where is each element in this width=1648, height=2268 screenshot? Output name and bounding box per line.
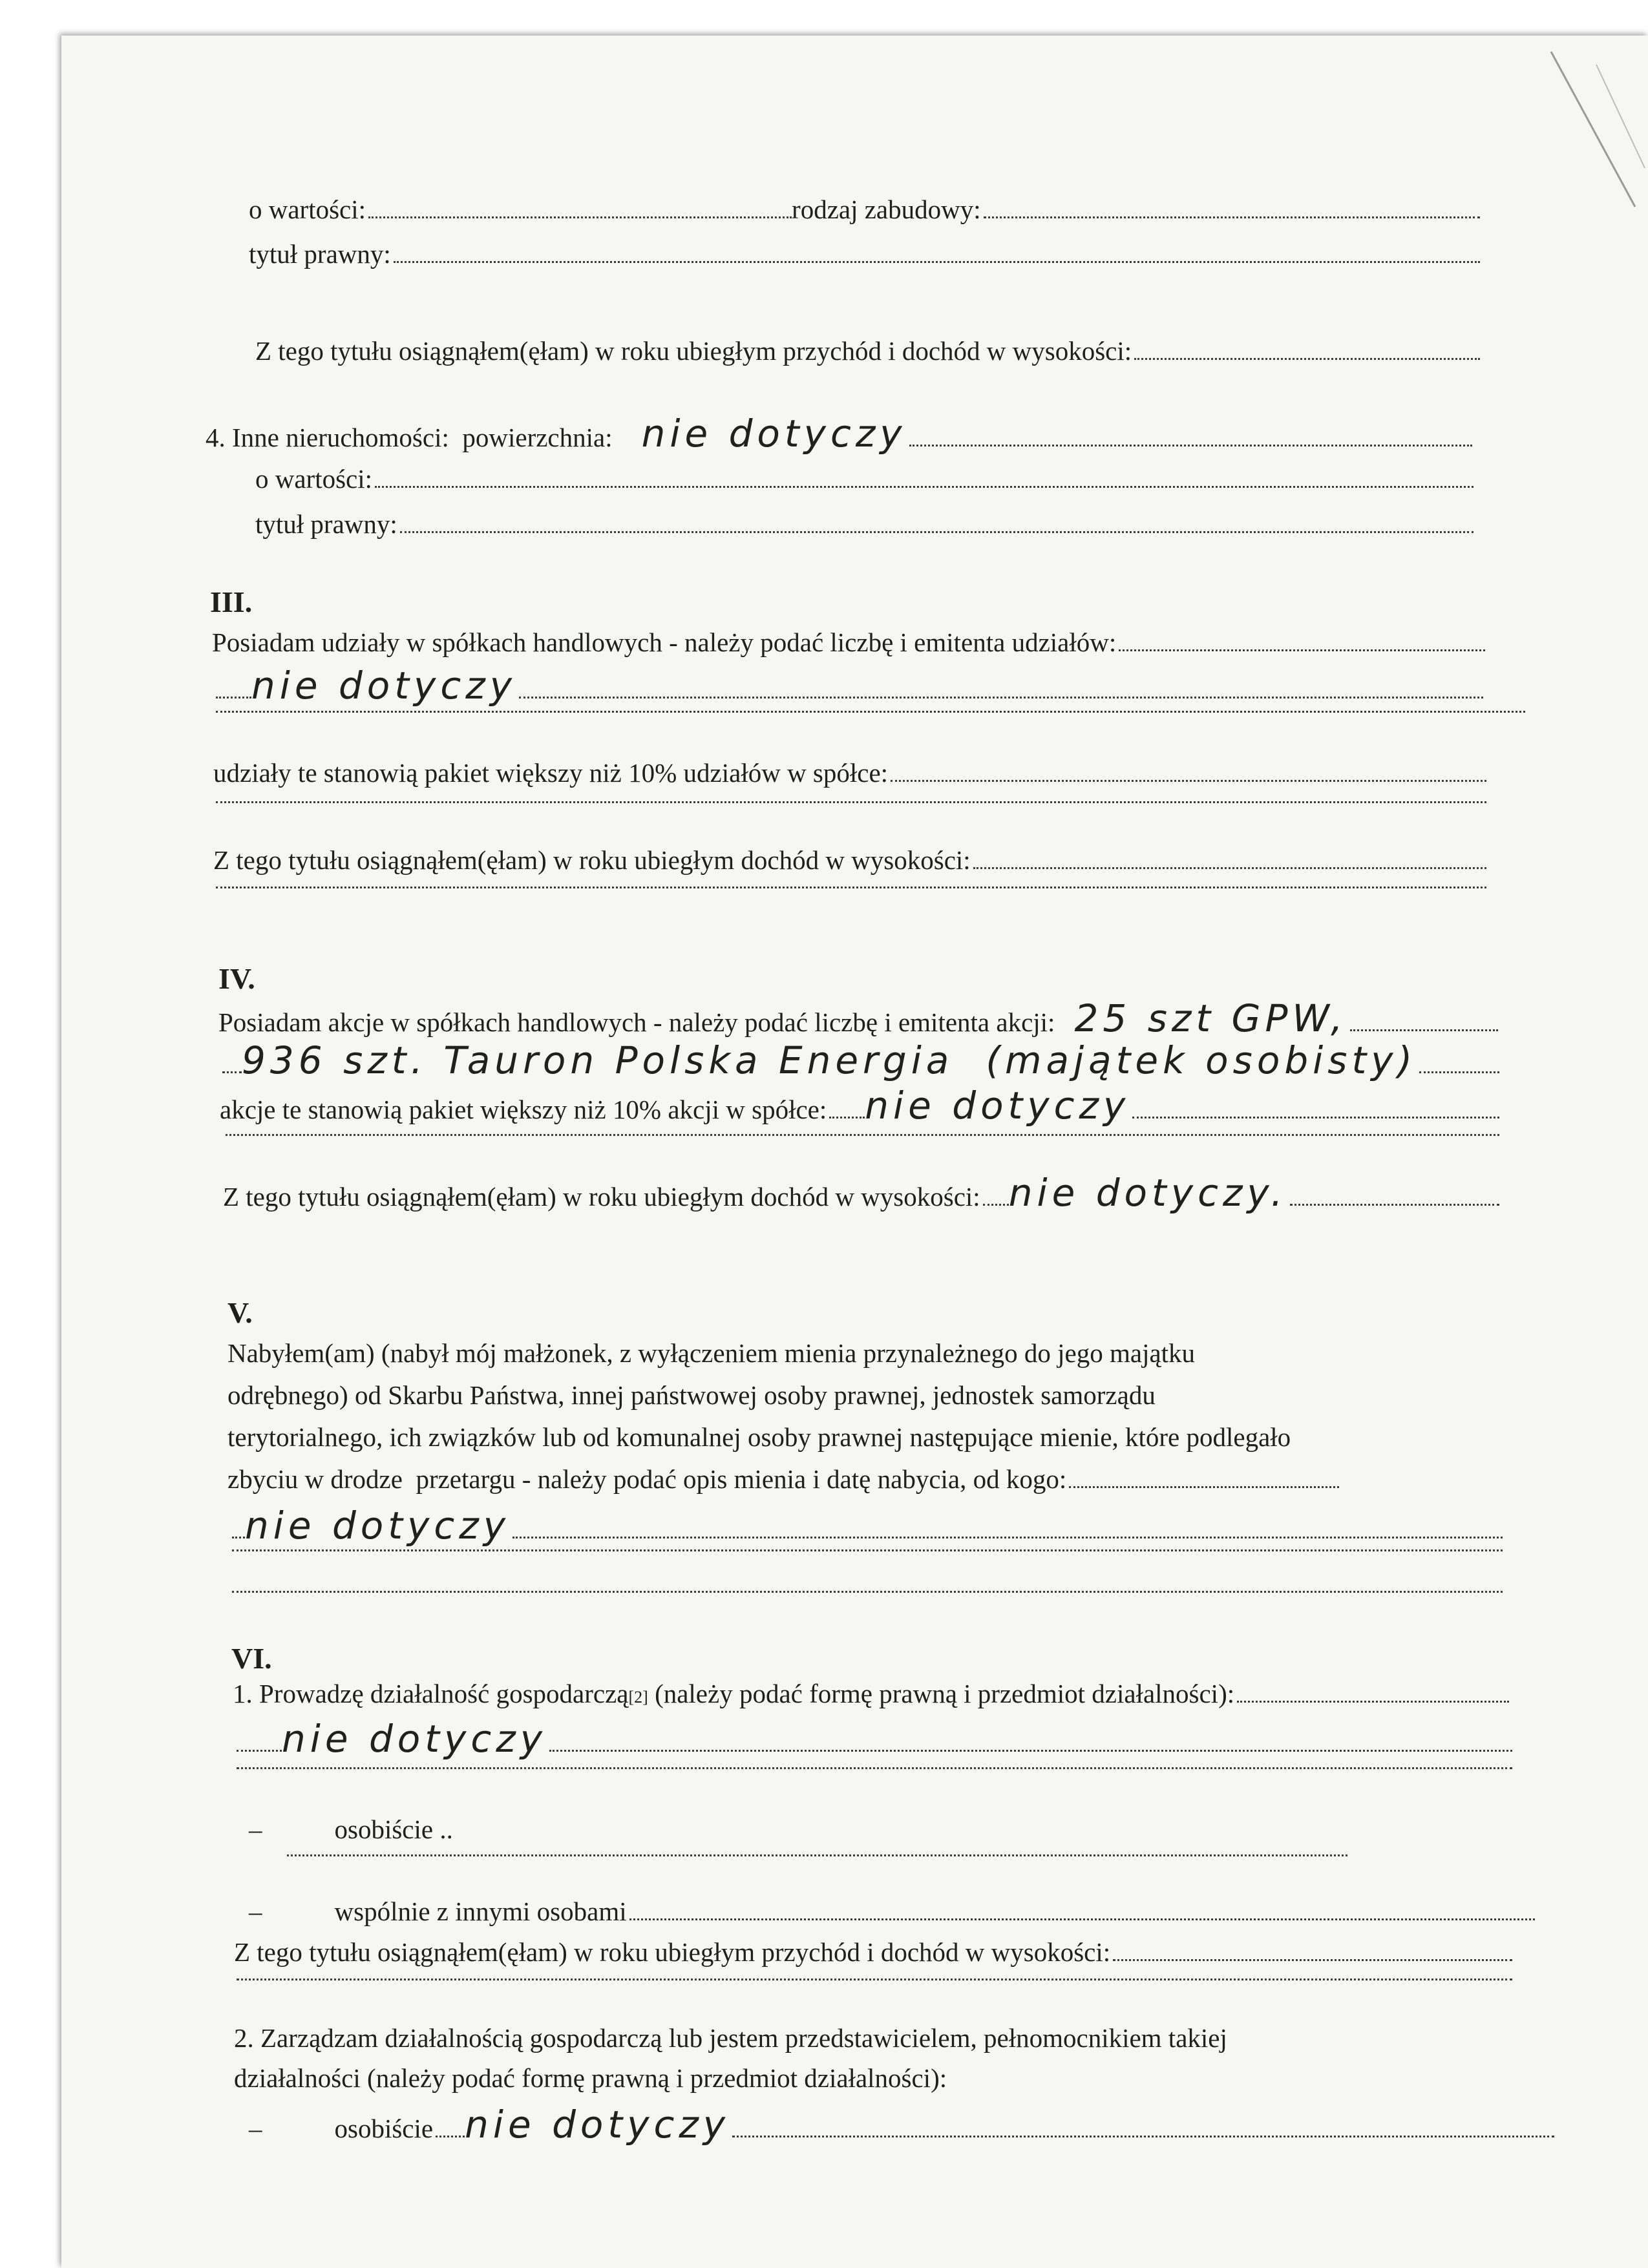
business-income-blank-row [234,1979,1512,1986]
acquisition-blank-field-1[interactable] [232,1549,1503,1551]
value-label: o wartości: [249,194,366,224]
stocks-pct-blank-field[interactable] [226,1134,1499,1136]
value-row [249,193,1480,226]
business-question-post: (należy podać formę prawną i przedmiot działalności): [648,1679,1235,1708]
acquisition-text-4-row [227,1462,1339,1496]
manage-personal-label: osobiście [334,2114,434,2143]
income-label: Z tego tytułu osiągnąłem(ęłam) w roku ubiegłym przychód i dochód w wysokości: [255,336,1132,366]
acquisition-text-4: zbyciu w drodze przetargu - należy podać opis mienia i datę nabycia, od kogo: [227,1464,1067,1494]
business-question-pre: 1. Prowadzę działalność gospodarczą [233,1679,629,1708]
page-fold-mark [1538,39,1648,226]
shares-pct-field[interactable] [891,780,1486,782]
shares-blank-field[interactable] [216,711,1525,713]
business-answer-lead[interactable] [237,1750,282,1752]
shares-answer: nie dotyczy [251,664,517,708]
stocks-answer-1: 25 szt GPW, [1074,996,1347,1040]
business-blank-row [234,1767,1512,1774]
stocks-question: Posiadam akcje w spółkach handlowych - należy podać liczbę i emitenta akcji: [218,1007,1055,1037]
shares-answer-row [213,664,1483,708]
other-property-field[interactable] [909,445,1472,446]
acquisition-answer-lead[interactable] [232,1537,245,1538]
personal-dash: – [249,1814,262,1844]
personal-row [249,1812,453,1846]
legal-title-row [249,237,1480,271]
other-value-label: o wartości: [255,464,373,494]
section-vi-heading: VI. [231,1642,272,1675]
legal-title-field[interactable] [394,261,1480,263]
income-row [255,334,1480,368]
manage-personal-row [249,2103,1554,2147]
manage-personal-answer: nie dotyczy [465,2103,730,2147]
stocks-pct-field[interactable] [1132,1117,1499,1118]
shares-income-field[interactable] [973,867,1486,869]
stocks-answer-row [220,1038,1499,1082]
shares-answer-field[interactable] [519,697,1483,698]
acquisition-text-2-label: odrębnego) od Skarbu Państwa, innej państwowej osoby prawnej, jednostek samorządu [227,1380,1156,1410]
acquisition-text-4-field[interactable] [1069,1486,1339,1488]
other-value-row [255,462,1474,496]
acquisition-blank-row-1 [229,1549,1503,1557]
income-field[interactable] [1134,358,1480,360]
acquisition-answer: nie dotyczy [245,1504,511,1548]
stocks-income-row [223,1171,1499,1215]
stocks-income-lead[interactable] [983,1204,1009,1206]
business-income-blank-field[interactable] [237,1979,1512,1980]
stocks-pct-label: akcje te stanowią pakiet większy niż 10% akcji w spółce: [220,1095,827,1124]
shares-income-row [213,843,1486,877]
personal-label: osobiście .. [334,1814,453,1844]
stocks-answer-2b: (majątek osobisty) [986,1038,1417,1082]
manage-personal-lead[interactable] [436,2136,465,2137]
shares-question: Posiadam udziały w spółkach handlowych - należy podać liczbę i emitenta udziałów: [212,627,1117,657]
stocks-answer-field[interactable] [1419,1071,1499,1073]
other-property-answer: nie dotyczy [641,412,907,456]
business-question-row [233,1677,1509,1714]
manage-personal-dash: – [249,2114,262,2143]
section-v-heading: V. [227,1296,253,1329]
shares-pct-blank-field[interactable] [216,801,1486,803]
manage-row-1 [234,2021,1227,2055]
shares-answer-lead[interactable] [216,697,251,698]
acquisition-blank-row-2 [229,1591,1503,1598]
acquisition-text-1 [227,1336,1195,1370]
business-income-row [234,1935,1512,1969]
shares-question-row [212,625,1485,659]
stocks-pct-row [220,1084,1499,1128]
stocks-answer-2: 936 szt. Tauron Polska Energia [242,1038,954,1082]
shares-pct-label: udziały te stanowią pakiet większy niż 10% udziałów w spółce: [213,758,889,788]
acquisition-text-3 [227,1420,1291,1454]
personal-blank-row [284,1854,1347,1862]
acquisition-answer-field[interactable] [512,1537,1503,1538]
stocks-answer-lead[interactable] [222,1071,242,1073]
business-answer-row [234,1717,1512,1761]
other-property-row [206,412,1472,456]
shares-question-field[interactable] [1119,649,1485,651]
personal-blank-field[interactable] [287,1854,1347,1856]
shares-blank-row [213,711,1525,718]
manage-text-2: działalności (należy podać formę prawną i przedmiot działalności): [234,2063,947,2093]
business-answer: nie dotyczy [282,1717,547,1761]
other-title-field[interactable] [400,531,1474,533]
acquisition-answer-row [229,1504,1503,1548]
business-question-field[interactable] [1237,1701,1509,1703]
business-income-field[interactable] [1113,1959,1512,1961]
jointly-label: wspólnie z innymi osobami [334,1896,627,1926]
manage-row-2 [234,2061,947,2095]
other-value-field[interactable] [375,486,1474,488]
business-income-label: Z tego tytułu osiągnąłem(ęłam) w roku ubiegłym przychód i dochód w wysokości: [234,1937,1111,1967]
shares-pct-row [213,756,1486,790]
stocks-question-row [218,996,1498,1040]
manage-personal-field[interactable] [732,2136,1554,2137]
shares-pct-blank-row [213,801,1486,808]
stocks-income-label: Z tego tytułu osiągnąłem(ęłam) w roku ubiegłym dochód w wysokości: [223,1182,980,1212]
jointly-dash: – [249,1896,262,1926]
shares-income-label: Z tego tytułu osiągnąłem(ęłam) w roku ubiegłym dochód w wysokości: [213,845,971,875]
manage-text-1: 2. Zarządzam działalnością gospodarczą lub jestem przedstawicielem, pełnomocnikiem takiej [234,2023,1227,2053]
section-iv-heading: IV. [218,962,255,995]
stocks-pct-blank-row [223,1134,1499,1141]
acquisition-blank-field-2[interactable] [232,1591,1503,1593]
shares-income-blank-field[interactable] [216,887,1486,888]
value-field[interactable] [368,216,792,218]
document-sheet [61,36,1648,2268]
other-title-label: tytuł prawny: [255,509,397,539]
acquisition-text-2 [227,1378,1156,1412]
building-type-label: rodzaj zabudowy: [792,194,981,224]
business-answer-field[interactable] [549,1750,1512,1752]
stocks-question-field[interactable] [1350,1029,1498,1031]
jointly-row [249,1895,1535,1928]
acquisition-text-1-label: Nabyłem(am) (nabył mój małżonek, z wyłączeniem mienia przynależnego do jego majątku [227,1338,1196,1368]
business-blank-field[interactable] [237,1767,1512,1769]
stocks-income-answer: nie dotyczy. [1008,1171,1287,1215]
other-title-row [255,507,1474,541]
building-type-field[interactable] [984,216,1480,218]
footnote-ref[interactable]: [2] [628,1688,648,1706]
legal-title-label: tytuł prawny: [249,239,391,269]
acquisition-text-3-label: terytorialnego, ich związków lub od komunalnej osoby prawnej następujące mienie, które podlegało [227,1422,1291,1452]
shares-income-blank-row [213,887,1486,894]
stocks-income-field[interactable] [1290,1204,1499,1206]
stocks-pct-answer: nie dotyczy [865,1084,1130,1128]
jointly-field[interactable] [629,1918,1535,1920]
other-property-label: 4. Inne nieruchomości: powierzchnia: [206,423,613,452]
section-iii-heading: III. [210,585,253,618]
stocks-pct-lead[interactable] [829,1117,865,1118]
